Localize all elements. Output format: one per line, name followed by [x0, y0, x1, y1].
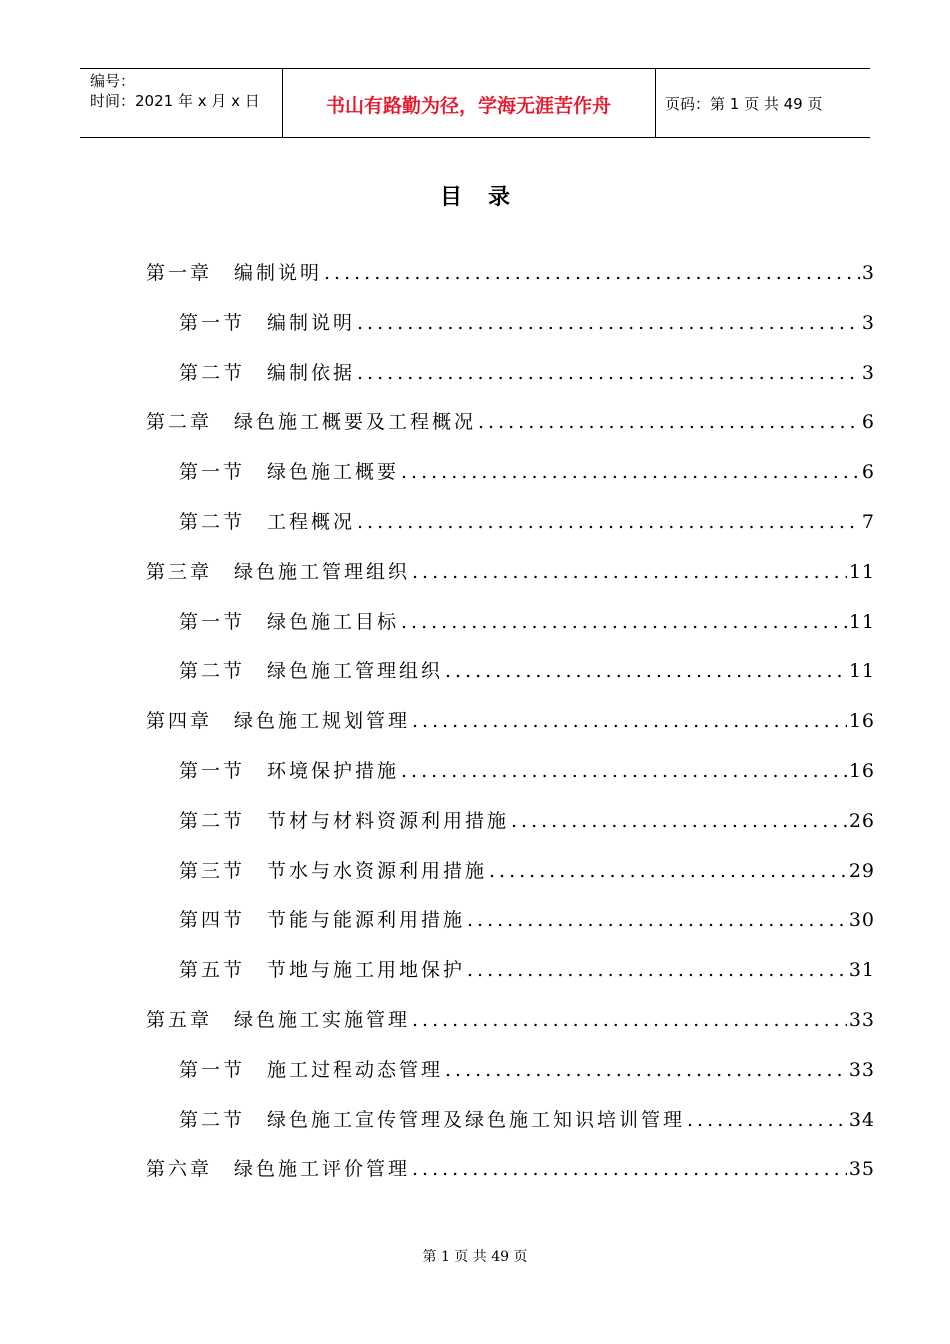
toc-dot-leader [467, 905, 847, 935]
toc-section-entry[interactable] [179, 756, 875, 786]
toc-section-entry[interactable] [179, 607, 875, 637]
toc-chapter-entry[interactable] [146, 706, 875, 736]
toc-page-number: 11 [848, 560, 875, 583]
toc-dot-leader [412, 557, 847, 587]
toc-entry-title: 节水与水资源利用措施 [267, 859, 488, 882]
toc-dot-leader [401, 756, 847, 786]
toc-entry-label: 第二章 [146, 411, 213, 434]
toc-entry-label: 第二节 [179, 660, 246, 683]
toc-page-number: 16 [848, 760, 875, 782]
toc-dot-leader [445, 656, 847, 686]
toc-dot-leader [357, 507, 860, 537]
toc-dot-leader [357, 358, 860, 388]
toc-entry-label: 第一节 [179, 760, 246, 782]
toc-entry-label: 第一章 [146, 262, 213, 284]
toc-section-entry[interactable] [179, 1055, 875, 1085]
toc-dot-leader [401, 457, 860, 487]
toc-page-number: 11 [848, 660, 875, 683]
toc-entry-title: 编制依据 [267, 361, 356, 384]
toc-chapter-entry[interactable] [146, 1005, 875, 1035]
doc-number-label: 编号： [90, 72, 136, 90]
toc-section-entry[interactable] [179, 507, 875, 537]
toc-page-number: 33 [848, 1009, 875, 1031]
toc-entry-label: 第二节 [179, 361, 246, 384]
toc-entry-title: 绿色施工实施管理 [234, 1009, 411, 1031]
header-divider [655, 69, 656, 137]
toc-entry-title: 节能与能源利用措施 [267, 909, 466, 932]
toc-entry-label: 第二节 [179, 511, 246, 533]
toc-page-number: 31 [848, 959, 875, 982]
toc-entry-label: 第二节 [179, 809, 246, 832]
toc-chapter-entry[interactable] [146, 258, 875, 288]
toc-entry-title: 节材与材料资源利用措施 [267, 809, 510, 832]
toc-entry-title: 绿色施工管理组织 [234, 560, 411, 583]
toc-chapter-entry[interactable] [146, 407, 875, 437]
toc-entry-title: 绿色施工概要 [267, 461, 400, 484]
toc-section-entry[interactable] [179, 856, 875, 886]
toc-entry-label: 第六章 [146, 1158, 213, 1181]
toc-dot-leader [511, 806, 847, 836]
toc-entry-title: 施工过程动态管理 [267, 1058, 444, 1081]
toc-page-number: 7 [861, 511, 875, 533]
toc-page-number: 6 [861, 461, 875, 484]
toc-entry-title: 编制说明 [234, 262, 323, 284]
toc-page-number: 30 [848, 909, 875, 932]
toc-chapter-entry[interactable] [146, 557, 875, 587]
toc-entry-title: 工程概况 [267, 511, 356, 533]
toc-dot-leader [412, 1154, 847, 1184]
toc-dot-leader [687, 1105, 847, 1135]
toc-entry-title: 节地与施工用地保护 [267, 959, 466, 982]
toc-entry-label: 第五节 [179, 959, 246, 982]
toc-entry-label: 第五章 [146, 1009, 213, 1031]
toc-dot-leader [357, 308, 860, 338]
date-line: 时间：2021 年 x 月 x 日 [90, 92, 260, 110]
toc-dot-leader [467, 955, 847, 985]
toc-page-number: 11 [848, 610, 875, 633]
page-header [80, 68, 870, 138]
header-motto: 书山有路勤为径，学海无涯苦作舟 [325, 95, 611, 117]
toc-entry-title: 绿色施工宣传管理及绿色施工知识培训管理 [267, 1108, 686, 1131]
header-left-cell [90, 71, 280, 111]
toc-page-number: 6 [861, 411, 875, 434]
toc-page-number: 16 [848, 710, 875, 733]
toc-dot-leader [489, 856, 847, 886]
toc-entry-label: 第四章 [146, 710, 213, 733]
toc-entry-title: 绿色施工规划管理 [234, 710, 411, 733]
toc-dot-leader [412, 706, 847, 736]
toc-entry-label: 第一节 [179, 461, 246, 484]
toc-entry-label: 第三节 [179, 859, 246, 882]
toc-entry-label: 第三章 [146, 560, 213, 583]
toc-dot-leader [412, 1005, 847, 1035]
toc-page-number: 26 [848, 809, 875, 832]
toc-dot-leader [445, 1055, 847, 1085]
toc-section-entry[interactable] [179, 656, 875, 686]
toc-page-number: 34 [848, 1108, 875, 1131]
toc-entry-label: 第一节 [179, 1058, 246, 1081]
toc-page-number: 3 [861, 262, 875, 284]
toc-chapter-entry[interactable] [146, 1154, 875, 1184]
toc-section-entry[interactable] [179, 358, 875, 388]
toc-dot-leader [478, 407, 860, 437]
toc-title: 目录 [439, 185, 536, 210]
toc-entry-title: 编制说明 [267, 311, 356, 334]
toc-page-number: 35 [848, 1158, 875, 1181]
page-footer: 第 1 页 共 49 页 [422, 1249, 528, 1265]
toc-entry-label: 第一节 [179, 610, 246, 633]
toc-entry-title: 绿色施工目标 [267, 610, 400, 633]
toc-dot-leader [401, 607, 847, 637]
toc-entry-label: 第一节 [179, 311, 246, 334]
toc-page-number: 33 [848, 1058, 875, 1081]
toc-entry-title: 绿色施工评价管理 [234, 1158, 411, 1181]
toc-entry-label: 第四节 [179, 909, 246, 932]
toc-entry-title: 环境保护措施 [267, 760, 400, 782]
toc-section-entry[interactable] [179, 308, 875, 338]
toc-page-number: 3 [861, 361, 875, 384]
toc-entry-label: 第二节 [179, 1108, 246, 1131]
toc-entry-title: 绿色施工管理组织 [267, 660, 444, 683]
toc-dot-leader [324, 258, 860, 288]
header-page-info: 页码：第 1 页 共 49 页 [665, 95, 823, 113]
toc-section-entry[interactable] [179, 806, 875, 836]
toc-page-number: 29 [848, 859, 875, 882]
toc-section-entry[interactable] [179, 905, 875, 935]
toc-page-number: 3 [861, 311, 875, 334]
toc-section-entry[interactable] [179, 955, 875, 985]
toc-entry-title: 绿色施工概要及工程概况 [234, 411, 477, 434]
toc-section-entry[interactable] [179, 457, 875, 487]
toc-section-entry[interactable] [179, 1105, 875, 1135]
